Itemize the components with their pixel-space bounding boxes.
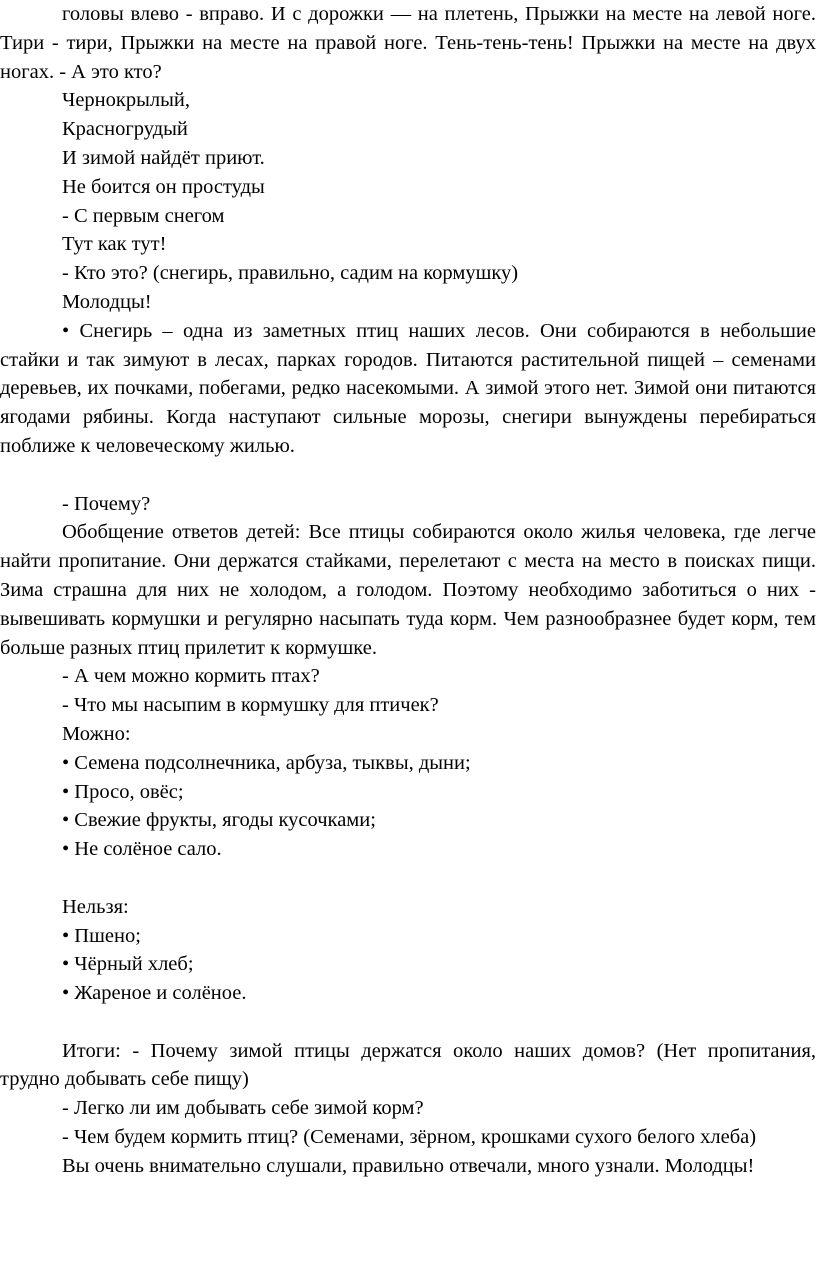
- blank-line: [0, 1008, 816, 1037]
- text-line: - Кто это? (снегирь, правильно, садим на кормушку): [62, 262, 519, 285]
- text-line: - А чем можно кормить птах?: [62, 665, 320, 688]
- text-line: Тут как тут!: [62, 233, 167, 256]
- text-line: Нельзя:: [62, 895, 129, 918]
- text-line: • Жареное и солёное.: [62, 982, 247, 1005]
- text-line: И зимой найдёт приют.: [62, 146, 265, 169]
- text-line: Не боится он простуды: [62, 175, 265, 198]
- text-line: - Что мы насыпим в кормушку для птичек?: [62, 694, 439, 717]
- paragraph: - Чем будем кормить птиц? (Семенами, зёрном, крошками сухого белого хлеба): [62, 1126, 757, 1149]
- text-line: • Пшено;: [62, 924, 141, 947]
- text-line: • Семена подсолнечника, арбуза, тыквы, дыни;: [62, 751, 471, 774]
- text-line: - Легко ли им добывать себе зимой корм?: [62, 1097, 424, 1120]
- text-line: • Просо, овёс;: [62, 780, 184, 803]
- paragraph: • Снегирь – одна из заметных птиц наших лесов. Они собираются в небольшие стайки и так зимуют в лесах, парках городов. Питаются растительной пищей – семенами деревьев, их почками, побегами, редко насекомыми. А зимой этого нет. Зимой они питаются ягодами рябины. Когда наступают сильные морозы, снегири вынуждены перебираться поближе к человеческому жилью.: [0, 319, 816, 457]
- text-line: - С первым снегом: [62, 204, 225, 227]
- paragraph: Вы очень внимательно слушали, правильно отвечали, много узнали. Молодцы!: [62, 1154, 755, 1177]
- text-line: Красногрудый: [62, 118, 188, 141]
- paragraph: Итоги: - Почему зимой птицы держатся около наших домов? (Нет пропитания, трудно добывать себе пищу): [0, 1039, 816, 1091]
- text-line: Можно:: [62, 722, 131, 745]
- text-line: - Почему?: [62, 492, 151, 515]
- text-line: Молодцы!: [62, 290, 152, 313]
- paragraph: головы влево - вправо. И с дорожки — на плетень, Прыжки на месте на левой ноге. Тири - тири, Прыжки на месте на правой ноге. Тень-тень-тень! Прыжки на месте на двух ногах. - А это кто?: [0, 3, 816, 83]
- blank-line: [0, 461, 816, 490]
- text-line: • Чёрный хлеб;: [62, 953, 194, 976]
- blank-line: [0, 864, 816, 893]
- text-line: Чернокрылый,: [62, 89, 190, 112]
- text-line: • Не солёное сало.: [62, 838, 222, 861]
- text-line: • Свежие фрукты, ягоды кусочками;: [62, 809, 376, 832]
- paragraph: Обобщение ответов детей: Все птицы собираются около жилья человека, где легче найти пропитание. Они держатся стайками, перелетают с места на место в поисках пищи. Зима страшна для них не холодом, а голодом. Поэтому необходимо заботиться о них - вывешивать кормушки и регулярно насыпать туда корм. Чем разнообразнее будет корм, тем больше разных птиц прилетит к кормушке.: [0, 521, 816, 659]
